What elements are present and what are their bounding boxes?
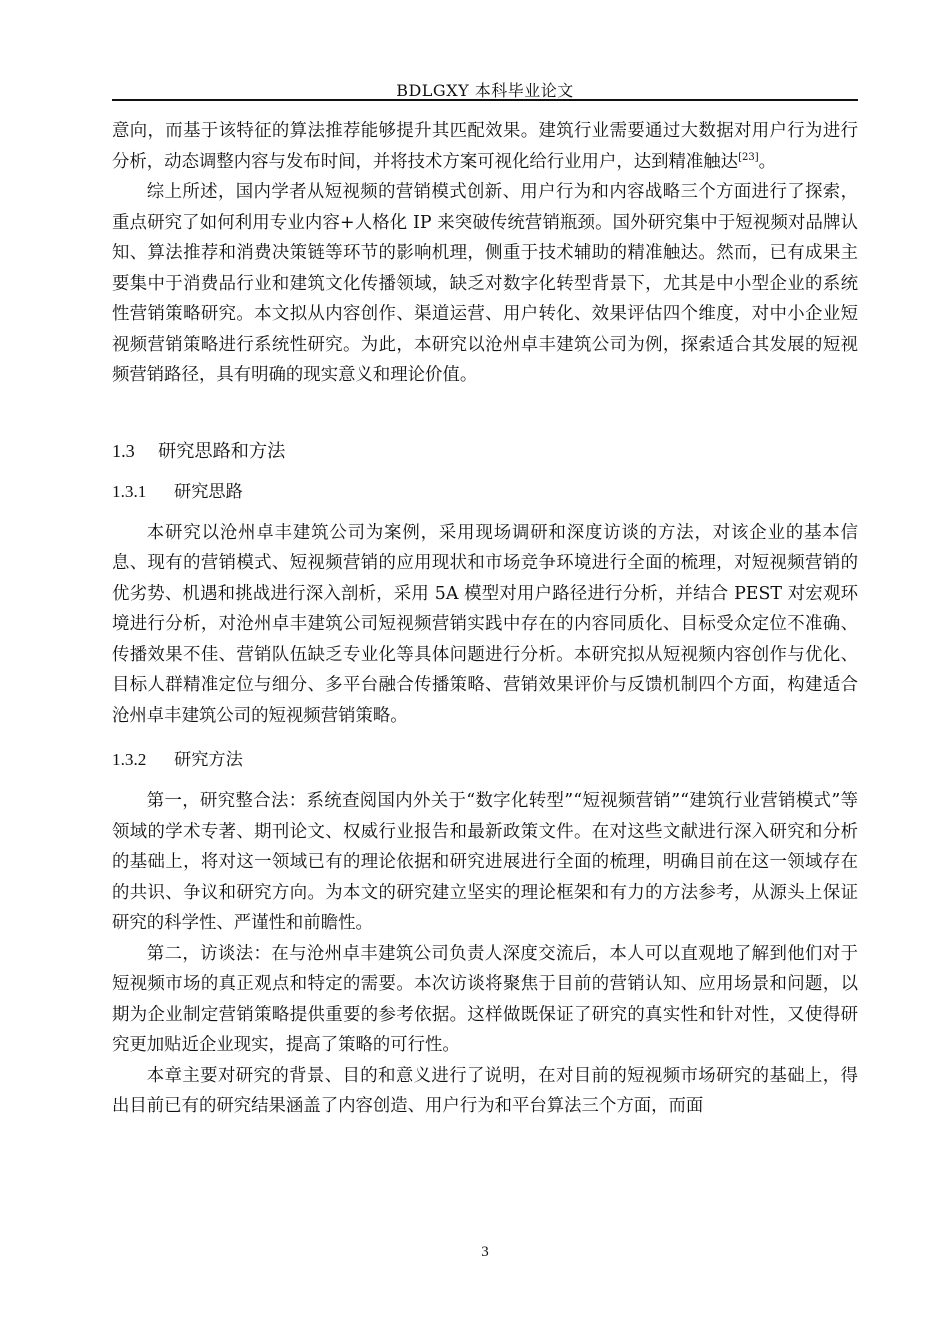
page-number: 3 [481, 1244, 489, 1260]
section-title: 研究思路和方法 [158, 440, 286, 462]
subsection-number: 1.3.2 [112, 750, 147, 769]
paragraph-tail: 。 [758, 151, 777, 172]
paragraph-method-interview: 第二，访谈法：在与沧州卓丰建筑公司负责人深度交流后，本人可以直观地了解到他们对于短视频市场的真正观点和特定的需要。本次访谈将聚焦于目前的营销认知、应用场景和问题，以期为企业制定营销策略提供重要的参考依据。这样做既保证了研究的真实性和针对性，又使得研究更加贴近企业现实，提高了策略的可行性。 [112, 943, 858, 1055]
subsection-title: 研究思路 [174, 481, 243, 502]
paragraph-method-integration: 第一，研究整合法：系统查阅国内外关于“数字化转型”“短视频营销”“建筑行业营销模式”等领域的学术专著、期刊论文、权威行业报告和最新政策文件。在对这些文献进行深入研究和分析的基础上，将对这一领域已有的理论依据和研究进展进行全面的梳理，明确目前在这一领域存在的共识、争议和研究方向。为本文的研究建立坚实的理论框架和有力的方法参考，从源头上保证研究的科学性、严谨性和前瞻性。 [112, 791, 858, 933]
subsection-heading-1-3-2 [112, 746, 858, 774]
subsection-title: 研究方法 [174, 750, 243, 770]
section-heading-1-3 [112, 437, 858, 466]
subsection-number: 1.3.1 [112, 481, 147, 501]
paragraph-summary: 综上所述，国内学者从短视频的营销模式创新、用户行为和内容战略三个方面进行了探索，重点研究了如何利用专业内容+人格化 IP 来突破传统营销瓶颈。国外研究集中于短视频对品牌认知、算法推荐和消费决策链等环节的影响机理，侧重于技术辅助的精准触达。然而，已有成果主要集中于消费品行业和建筑文化传播领域，缺乏对数字化转型背景下，尤其是中小型企业的系统性营销策略研究。本文拟从内容创作、渠道运营、用户转化、效果评估四个维度，对中小企业短视频营销策略进行系统性研究。为此，本研究以沧州卓丰建筑公司为例，探索适合其发展的短视频营销路径，具有明确的现实意义和理论价值。 [112, 182, 858, 385]
paragraph-chapter-summary: 本章主要对研究的背景、目的和意义进行了说明，在对目前的短视频市场研究的基础上，得出目前已有的研究结果涵盖了内容创造、用户行为和平台算法三个方面，而面 [112, 1065, 858, 1116]
paragraph-text: 意向，而基于该特征的算法推荐能够提升其匹配效果。建筑行业需要通过大数据对用户行为进行分析，动态调整内容与发布时间，并将技术方案可视化给行业用户，达到精准触达 [112, 121, 858, 172]
paragraph-research-approach: 本研究以沧州卓丰建筑公司为案例，采用现场调研和深度访谈的方法，对该企业的基本信息、现有的营销模式、短视频营销的应用现状和市场竞争环境进行全面的梳理，对短视频营销的优劣势、机遇和挑战进行深入剖析，采用 5A 模型对用户路径进行分析，并结合 PEST 对宏观环境进行分析，对沧州卓丰建筑公司短视频营销实践中存在的内容同质化、目标受众定位不准确、传播效果不佳、营销队伍缺乏专业化等具体问题进行分析。本研究拟从短视频内容创作与优化、目标人群精准定位与细分、多平台融合传播策略、营销效果评价与反馈机制四个方面，构建适合沧州卓丰建筑公司的短视频营销策略。 [112, 522, 858, 726]
citation: [23] [738, 151, 759, 163]
running-header: BDLGXY 本科毕业论文 [396, 81, 574, 100]
page-body [112, 116, 858, 1122]
section-number: 1.3 [112, 440, 135, 461]
subsection-heading-1-3-1 [112, 478, 858, 506]
paragraph-continued [112, 116, 858, 177]
header-rule [112, 99, 858, 101]
